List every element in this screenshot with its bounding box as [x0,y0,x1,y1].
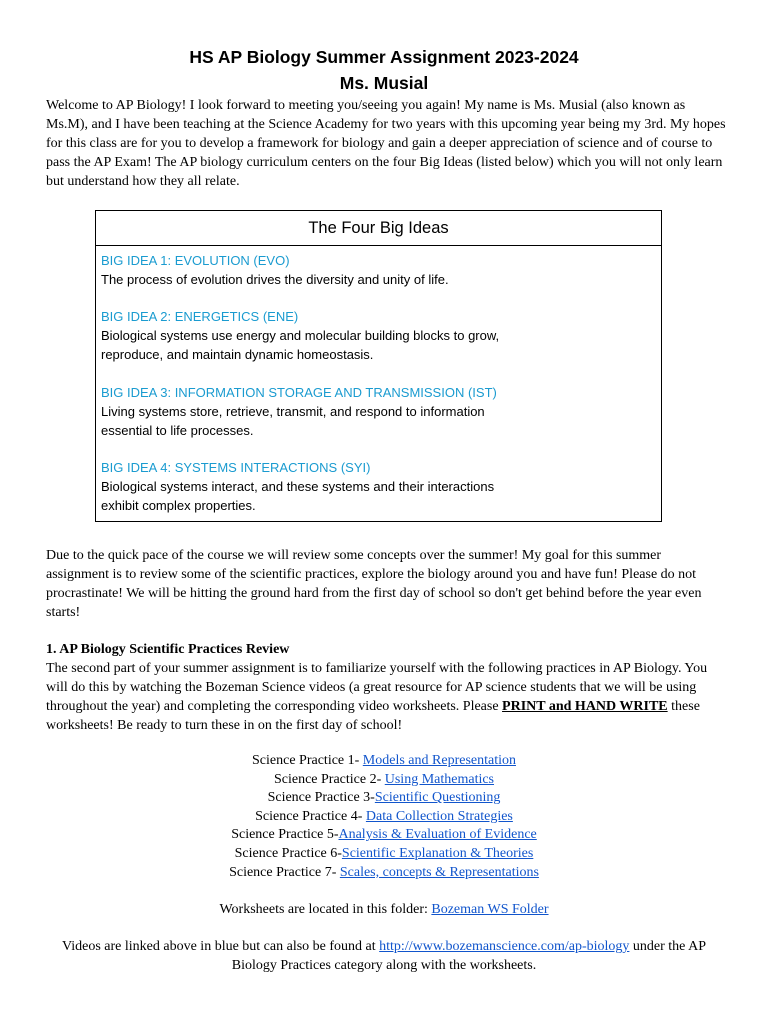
big-idea-text: reproduce, and maintain dynamic homeostasis. [101,347,374,362]
practice-label: Science Practice 1- [252,753,363,768]
practice-link[interactable]: Using Mathematics [384,771,495,787]
worksheets-line [0,900,768,919]
practice-label: Science Practice 3- [267,790,375,806]
big-idea-4 [101,458,541,515]
big-idea-text: Living systems store, retrieve, transmit, and respond to information [101,404,485,419]
bozeman-url-link[interactable]: http://www.bozemanscience.com/ap-biology [379,939,630,954]
intro-paragraph: Welcome to AP Biology! I look forward to meeting you/seeing you again! My name is Ms. Musial (also known as Ms.M), and I have been teaching at the Science Academy for two years with this upcoming year being my 3rd. My hopes for this class are for you to develop a framework for biology and gain a deeper appreciation of science and of course to pass the AP Exam! The AP biology curriculum centers on the four Big Ideas (listed below) which you will not only learn but understand how they all relate. [46,98,726,189]
practice-label: Science Practice 2- [273,771,385,787]
summer-paragraph: Due to the quick pace of the course we will review some concepts over the summer! My goal for this summer assignment is to review some of the scientific practices, explore the biology around you and have fun! Please do not procrastinate! We will be hitting the ground hard from the first day of school so don't get behind before the year even starts! [46,548,702,620]
document-title: HS AP Biology Summer Assignment 2023-2024 [189,47,579,67]
practice-link[interactable]: Data Collection Strategies [365,808,513,824]
big-idea-3 [101,383,541,440]
videos-paragraph [40,937,728,975]
big-idea-1 [101,251,541,289]
section-1-text: The second part of your summer assignment is to familiarize yourself with the following practices in AP Biology. You will do this by watching the Bozeman Science videos (a great resource for AP science students that we will be using throughout the year) and completing the corresponding video worksheets. Please [46,661,708,714]
practices-list [0,751,768,881]
big-idea-text: Biological systems interact, and these systems and their interactions [101,479,495,494]
practice-link[interactable]: Scientific Explanation & Theories [341,845,534,861]
videos-text-end: under the AP Biology Practices category along with the worksheets. [231,939,707,973]
practice-link[interactable]: Scientific Questioning [374,790,501,806]
print-emphasis: PRINT and HAND WRITE [502,699,668,714]
big-idea-title: BIG IDEA 3: INFORMATION STORAGE AND TRANSMISSION (IST) [101,385,497,400]
practice-link[interactable]: Models and Representation [362,753,516,768]
practice-item [0,788,768,807]
big-idea-text: exhibit complex properties. [101,498,256,513]
practice-link[interactable]: Scales, concepts & Representations [339,864,539,880]
big-idea-title: BIG IDEA 1: EVOLUTION (EVO) [101,253,290,268]
big-ideas-box [95,210,662,522]
worksheets-folder-link[interactable]: Bozeman WS Folder [431,902,549,917]
big-idea-text: essential to life processes. [101,423,254,438]
practice-link[interactable]: Analysis & Evaluation of Evidence [338,827,537,843]
big-idea-title: BIG IDEA 4: SYSTEMS INTERACTIONS (SYI) [101,460,371,475]
section-1-text-end: these worksheets! Be ready to turn these in on the first day of school! [46,699,700,733]
section-1 [46,640,726,735]
videos-text: Videos are linked above in blue but can also be found at [61,939,380,954]
practice-label: Science Practice 7- [229,864,340,880]
practice-item [0,863,768,882]
big-idea-2 [101,307,541,364]
big-idea-title: BIG IDEA 2: ENERGETICS (ENE) [101,309,299,324]
practice-item [0,807,768,826]
practice-label: Science Practice 4- [255,808,366,824]
section-1-heading: 1. AP Biology Scientific Practices Review [46,642,290,657]
worksheets-text: Worksheets are located in this folder: [219,902,432,917]
practice-item [0,751,768,770]
big-ideas-heading: The Four Big Ideas [96,211,661,246]
big-idea-text: Biological systems use energy and molecular building blocks to grow, [101,328,500,343]
practice-label: Science Practice 5- [231,827,339,843]
practice-item [0,844,768,863]
big-idea-text: The process of evolution drives the diversity and unity of life. [101,272,449,287]
practice-label: Science Practice 6- [234,845,342,861]
teacher-name: Ms. Musial [339,73,429,93]
practice-item [0,825,768,844]
practice-item [0,770,768,789]
